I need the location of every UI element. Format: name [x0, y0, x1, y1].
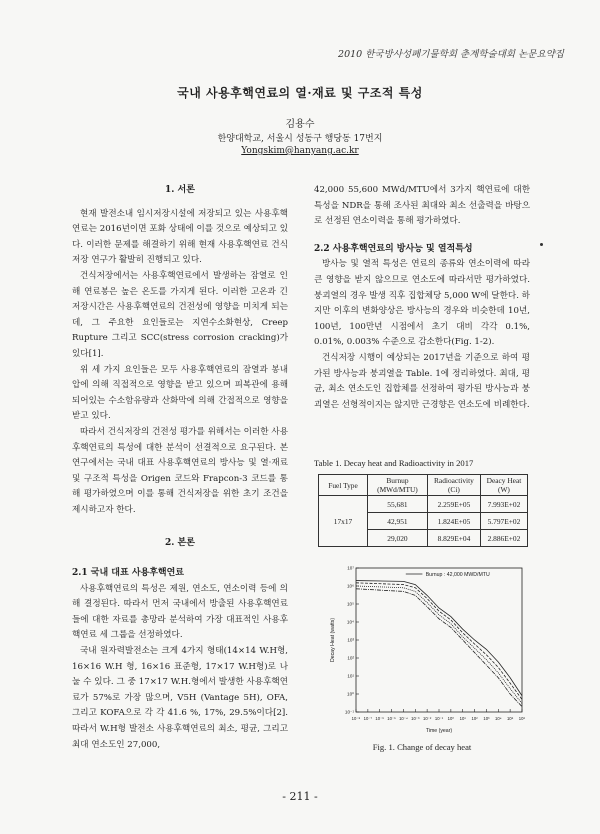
x-tick-label: 10⁻⁷: [363, 716, 373, 721]
y-tick-label: 10³: [347, 637, 354, 643]
table-header: Deacy Heat (W): [480, 475, 527, 496]
table-cell: 5.797E+02: [480, 513, 527, 530]
x-tick-label: 10⁵: [506, 716, 514, 721]
x-tick-label: 10⁶: [518, 716, 526, 721]
x-tick-label: 10⁻⁸: [351, 716, 361, 721]
plot-frame: [356, 568, 522, 712]
x-tick-label: 10⁻²: [423, 716, 432, 721]
margin-dot: [540, 243, 543, 246]
table-header-row: [319, 475, 528, 496]
table-cell: 42,951: [368, 513, 428, 530]
table-cell: 2.886E+02: [480, 530, 527, 547]
x-tick-label: 10⁻⁵: [387, 716, 396, 721]
y-tick-label: 10¹: [347, 673, 354, 679]
y-tick-label: 10⁷: [347, 565, 354, 571]
x-tick-label: 10⁻³: [411, 716, 420, 721]
table-cell: 1.824E+05: [427, 513, 480, 530]
fuel-type-cell: 17x17: [319, 496, 368, 547]
conference-header: 2010 한국방사성폐기물학회 춘계학술대회 논문요약집: [338, 49, 564, 60]
intro-heading: 1. 서론: [165, 185, 195, 195]
body-paragraph: 국내 원자력발전소는 크게 4가지 형태(14×14 W.H형, 16×16 W.H 형, 16×16 표준형, 17×17 W.H형)로 나눌 수 있다. 그 중 17×17 W.H.형에서 발생한 사용후핵연료가 57%로 가장 많으며, V5H (Vantage 5H), OFA, 그리고 KOFA으로 각 각 41.6 %, 17%, 29.5%이다[2]. 따라서 W.H형 발전소 사용후핵연료의 최소, 평균, 그리고 최대 연소도인 27,000,: [72, 646, 288, 750]
intro-paragraph: 위 세 가지 요인들은 모두 사용후핵연료의 잠열과 봉내압에 의해 직접적으로 영향을 받고 있으며 피복관에 용해되어있는 수소함유량과 산화막에 의해 간접적으로 영향을 받고 있다.: [72, 364, 288, 422]
table-row: [319, 496, 528, 513]
table-caption: Table 1. Decay heat and Radioactivity in 2017: [314, 458, 474, 468]
x-tick-label: 10²: [471, 716, 478, 721]
subsection-heading-2-2: 2.2 사용후핵연료의 방사능 및 열적특성: [314, 243, 473, 254]
y-tick-label: 10⁰: [347, 691, 354, 697]
table-cell: 2.259E+05: [427, 496, 480, 513]
x-tick-label: 10⁰: [447, 716, 455, 721]
decay-heat-chart: [328, 558, 528, 738]
author-email[interactable]: Yongskim@hanyang.ac.kr: [241, 146, 359, 156]
left-column: [72, 183, 288, 753]
body-paragraph: 건식저장 시행이 예상되는 2017년을 기준으로 하여 평가된 방사능과 붕괴열을 Table. 1에 정리하였다. 최대, 평균, 최소 연소도인 집합체를 선정하여 평가된 방사능과 붕괴열은 선형적이지는 않지만 근경향은 연소도에 비례한다.: [314, 352, 530, 410]
series-line: [356, 581, 522, 696]
x-tick-label: 10⁻⁴: [399, 716, 408, 721]
series-line: [356, 589, 522, 707]
table-cell: 7.993E+02: [480, 496, 527, 513]
y-tick-label: 10⁵: [346, 601, 354, 607]
figure-caption: Fig. 1. Change of decay heat: [372, 742, 472, 752]
body-heading: 2. 본론: [165, 538, 195, 549]
series-line: [356, 583, 522, 700]
x-tick-label: 10⁻¹: [434, 716, 444, 721]
intro-paragraph: 따라서 건식저장의 건전성 평가를 위해서는 이러한 사용후핵연료의 특성에 대한 분석이 선결적으로 요구된다. 본 연구에서는 국내 대표 사용후핵연료의 방사능 및 열·재료 및 구조적 특성을 Origen 코드와 Frapcon-3 코드를 통해 평가하였으며 이를 통해 건식저장을 위한 초기 조건을 제시하고자 한다.: [72, 426, 288, 515]
x-tick-label: 10⁴: [495, 716, 502, 721]
table-cell: 55,681: [368, 496, 428, 513]
author-name: 김용수: [285, 119, 315, 130]
page-number: - 211 -: [282, 790, 318, 803]
table-cell: 8.829E+04: [427, 530, 480, 547]
x-tick-label: 10¹: [459, 716, 466, 721]
subsection-heading-2-1: 2.1 국내 대표 사용후핵연료: [72, 568, 184, 579]
x-tick-label: 10³: [483, 716, 490, 721]
x-tick-label: 10⁻⁶: [375, 716, 385, 721]
intro-paragraph: 건식저장에서는 사용후핵연료에서 발생하는 잠열로 인해 연료봉은 높은 온도를 가지게 된다. 이러한 고온과 긴 저장시간은 사용후핵연료의 건전성에 영향을 미치게 되는데, 그 주요한 요인들로는 지연수소화현상, Creep Rupture 그리고 SCC(stress corrosion cracking)가 있다[1].: [72, 270, 288, 359]
body-paragraph: 42,000 55,600 MWd/MTU에서 3가지 핵연료에 대한 특성을 NDR을 통해 조사된 최대와 최소 선출력을 바탕으로 선정된 연소이력을 통해 평가하였다.: [314, 185, 530, 227]
y-tick-label: 10²: [347, 655, 354, 661]
table-cell: 29,020: [368, 530, 428, 547]
intro-paragraph: 현재 발전소내 임시저장시설에 저장되고 있는 사용후핵연료는 2016년이면 포화 상태에 이를 것으로 예상되고 있다. 이러한 문제를 해결하기 위해 현재 사용후핵연료 건식저장 연구가 활발히 진행되고 있다.: [72, 208, 288, 266]
x-axis-label: Time (year): [425, 728, 453, 734]
right-column: [314, 183, 530, 413]
y-tick-label: 10⁻¹: [344, 709, 354, 715]
decay-heat-table: [318, 474, 528, 547]
body-paragraph: 사용후핵연료의 특성은 제원, 연소도, 연소이력 등에 의해 결정된다. 따라서 먼저 국내에서 방출된 사용후핵연료들에 대한 자료를 총망라 분석하여 가장 대표적인 사용후핵연료 세 그룹을 선정하였다.: [72, 583, 288, 641]
table-header: Burnup (MWd/MTU): [368, 475, 428, 496]
y-axis-label: Decay Heat (watts): [330, 617, 336, 663]
chart-legend: Burnup : 42,000 MWD/MTU: [425, 572, 490, 578]
y-tick-label: 10⁶: [346, 583, 354, 589]
y-tick-label: 10⁴: [346, 619, 354, 625]
paper-title: 국내 사용후핵연료의 열·재료 및 구조적 특성: [177, 86, 423, 100]
author-affiliation: 한양대학교, 서울시 성동구 행당동 17번지: [217, 134, 383, 144]
table-header: Radioactivity (Ci): [427, 475, 480, 496]
series-line: [356, 586, 522, 703]
body-paragraph: 방사능 및 열적 특성은 연료의 종류와 연소이력에 따라 큰 영향을 받지 않으므로 연소도에 따라서만 평가하였다. 붕괴열의 경우 발생 직후 집합체당 5,000 W에 달한다. 하지만 이후의 변화양상은 방사능의 경우와 비슷한데 10년, 100년, 100만년 시점에서 초기 대비 각각 0.1%, 0.01%, 0.003% 수준으로 감소한다(Fig. 1-2).: [314, 259, 530, 348]
table-header: Fuel Type: [319, 475, 368, 496]
